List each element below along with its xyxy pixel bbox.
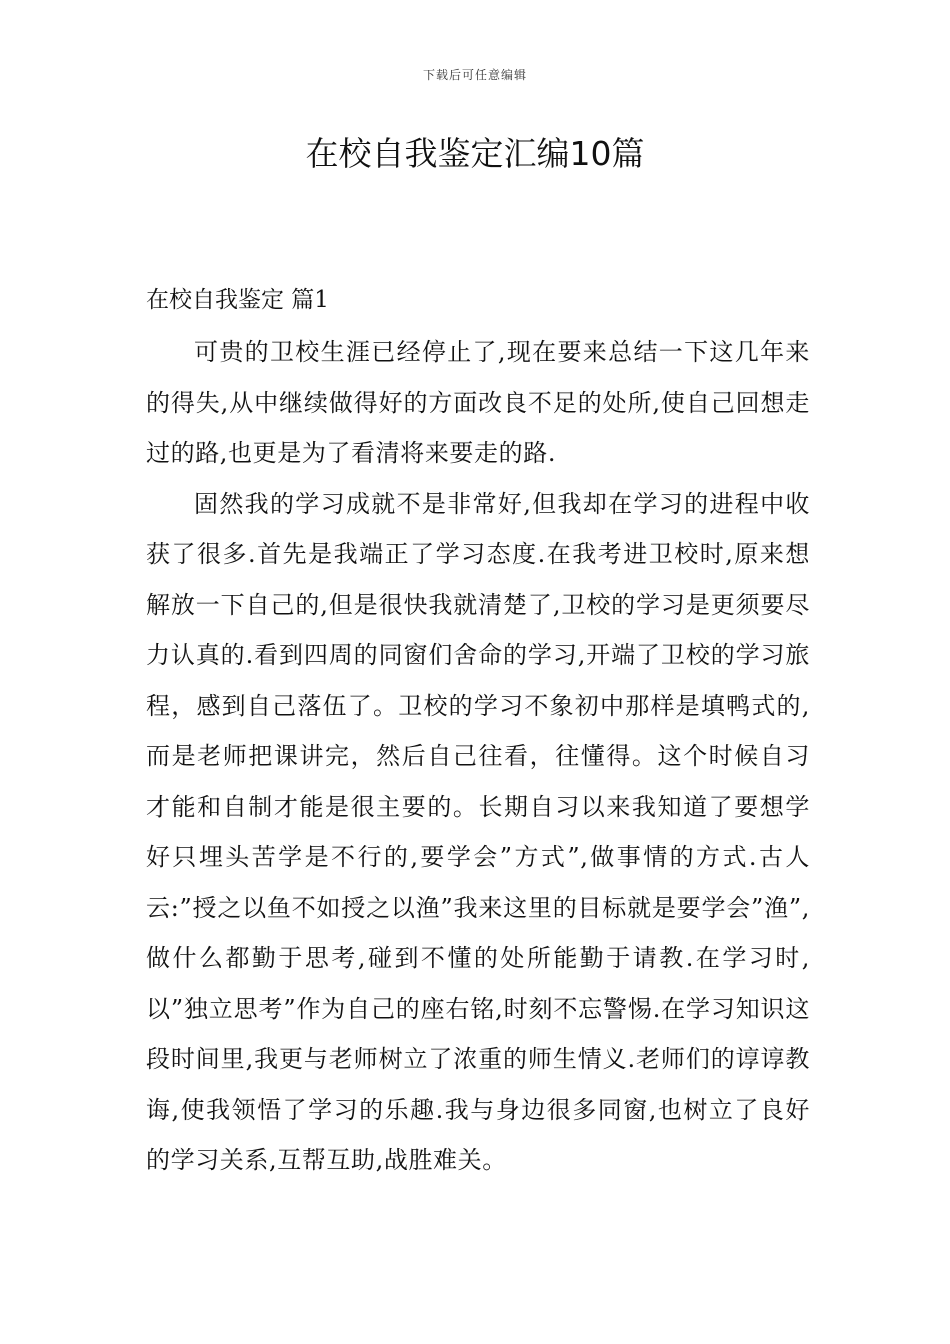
document-title: 在校自我鉴定汇编10篇 <box>305 134 645 173</box>
section-body <box>146 327 810 1186</box>
section-heading: 在校自我鉴定 篇1 <box>146 287 329 313</box>
header-note: 下载后可任意编辑 <box>422 68 527 82</box>
paragraph-2: 固然我的学习成就不是非常好,但我却在学习的进程中收获了很多.首先是我端正了学习态度.在我考进卫校时,原来想解放一下自己的,但是很快我就清楚了,卫校的学习是更须要尽力认真的.看到四周的同窗们舍命的学习,开端了卫校的学习旅程，感到自己落伍了。卫校的学习不象初中那样是填鸭式的,而是老师把课讲完，然后自己往看，往懂得。这个时候自习才能和自制才能是很主要的。长期自习以来我知道了要想学好只埋头苦学是不行的,要学会”方式”,做事情的方式.古人云:”授之以鱼不如授之以渔”我来这里的目标就是要学会”渔”,做什么都勤于思考,碰到不懂的处所能勤于请教.在学习时,以”独立思考”作为自己的座右铭,时刻不忘警惕.在学习知识这段时间里,我更与老师树立了浓重的师生情义.老师们的谆谆教诲,使我领悟了学习的乐趣.我与身边很多同窗,也树立了良好的学习关系,互帮互助,战胜难关。 <box>146 489 810 1174</box>
paragraph-1: 可贵的卫校生涯已经停止了,现在要来总结一下这几年来的得失,从中继续做得好的方面改良不足的处所,使自己回想走过的路,也更是为了看清将来要走的路. <box>146 338 810 467</box>
